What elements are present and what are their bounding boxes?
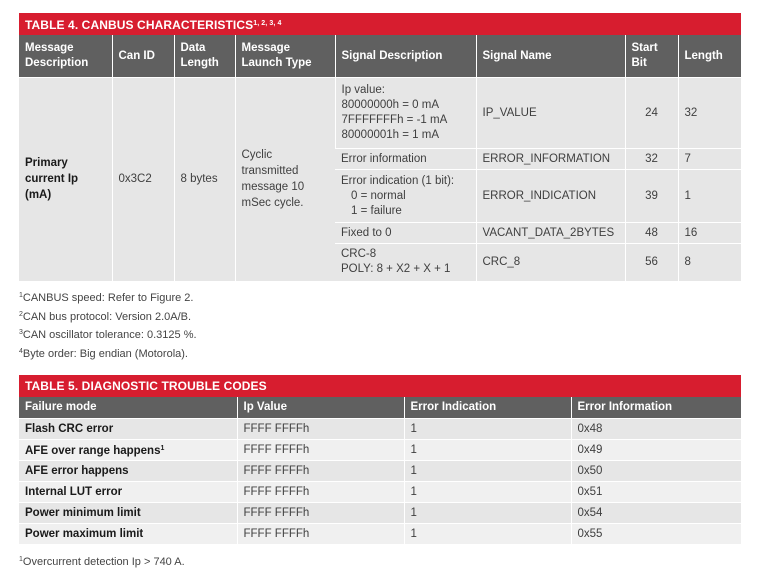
table4-header: Message Description <box>19 35 112 78</box>
launch-type-cell: Cyclic transmitted message 10 mSec cycle. <box>235 78 335 281</box>
start-bit-cell: 39 <box>625 170 678 223</box>
table-row <box>19 461 741 482</box>
error-indication-cell: 1 <box>404 419 571 440</box>
footnote: $^1$Overcurrent detection Ip > 740 A. <box>19 556 185 568</box>
table5-header-row <box>19 397 741 419</box>
failure-mode-cell: Power maximum limit <box>19 524 237 545</box>
ip-value-cell: FFFF FFFFh <box>237 440 404 461</box>
error-indication-cell: 1 <box>404 482 571 503</box>
table4-header: Length <box>678 35 741 78</box>
table4-header: Can ID <box>112 35 174 78</box>
ip-value-cell: FFFF FFFFh <box>237 482 404 503</box>
error-information-cell: 0x54 <box>571 503 741 524</box>
length-cell: 1 <box>678 170 741 223</box>
start-bit-cell: 24 <box>625 78 678 149</box>
message-description-cell: Primary current Ip (mA) <box>19 78 112 281</box>
length-cell: 8 <box>678 244 741 281</box>
error-information-cell: 0x55 <box>571 524 741 545</box>
error-indication-cell: 1 <box>404 524 571 545</box>
table4 <box>19 35 741 281</box>
table5-header: Failure mode <box>19 397 237 419</box>
table4-header: Signal Name <box>476 35 625 78</box>
table-row <box>19 524 741 545</box>
start-bit-cell: 48 <box>625 223 678 244</box>
table5-footnote <box>19 552 185 571</box>
table4-header-row <box>19 35 741 78</box>
table-row <box>19 78 741 149</box>
failure-mode-cell: Internal LUT error <box>19 482 237 503</box>
signal-description-cell <box>335 149 476 170</box>
start-bit-cell: 56 <box>625 244 678 281</box>
signal-name-cell: ERROR_INDICATION <box>476 170 625 223</box>
failure-mode-cell: AFE error happens <box>19 461 237 482</box>
table5-block <box>19 375 741 544</box>
can-id-cell: 0x3C2 <box>112 78 174 281</box>
table5-header: Ip Value <box>237 397 404 419</box>
signal-line: POLY: 8 + X2 + X + 1 <box>341 263 451 276</box>
failure-mode-cell: Flash CRC error <box>19 419 237 440</box>
signal-line: Fixed to 0 <box>341 226 392 239</box>
signal-description-cell <box>335 170 476 223</box>
ip-value-cell: FFFF FFFFh <box>237 461 404 482</box>
signal-line: Error indication (1 bit): <box>341 174 455 187</box>
table5 <box>19 397 741 544</box>
signal-line: Ip value: <box>341 84 385 96</box>
signal-name-cell: CRC_8 <box>476 244 625 281</box>
table4-header: Message Launch Type <box>235 35 335 78</box>
signal-name-cell: VACANT_DATA_2BYTES <box>476 223 625 244</box>
signal-name-cell: IP_VALUE <box>476 78 625 149</box>
footnote: $^1$CANBUS speed: Refer to Figure 2. <box>19 292 194 304</box>
table4-title: TABLE 4. CANBUS CHARACTERISTICS$^{1, 2, 3, 4}$ <box>19 13 741 35</box>
signal-line: 1 = failure <box>351 204 402 217</box>
error-indication-cell: 1 <box>404 503 571 524</box>
error-information-cell: 0x51 <box>571 482 741 503</box>
table4-header: Signal Description <box>335 35 476 78</box>
table5-header: Error Indication <box>404 397 571 419</box>
data-length-cell: 8 bytes <box>174 78 235 281</box>
table-row <box>19 440 741 461</box>
signal-line: Error information <box>341 152 427 165</box>
table5-header: Error Information <box>571 397 741 419</box>
error-information-cell: 0x49 <box>571 440 741 461</box>
length-cell: 32 <box>678 78 741 149</box>
error-indication-cell: 1 <box>404 461 571 482</box>
signal-description-cell <box>335 78 476 149</box>
signal-line: 0 = normal <box>351 189 406 202</box>
signal-line: 7FFFFFFFh = -1 mA <box>341 114 448 126</box>
length-cell: 7 <box>678 149 741 170</box>
table-row <box>19 482 741 503</box>
length-cell: 16 <box>678 223 741 244</box>
ip-value-cell: FFFF FFFFh <box>237 419 404 440</box>
table4-header: Data Length <box>174 35 235 78</box>
signal-description-cell <box>335 223 476 244</box>
ip-value-cell: FFFF FFFFh <box>237 524 404 545</box>
signal-name-cell: ERROR_INFORMATION <box>476 149 625 170</box>
start-bit-cell: 32 <box>625 149 678 170</box>
footnote: $^2$CAN bus protocol: Version 2.0A/B. <box>19 310 192 323</box>
table4-footnotes <box>19 288 197 362</box>
ip-value-cell: FFFF FFFFh <box>237 503 404 524</box>
error-indication-cell: 1 <box>404 440 571 461</box>
signal-line: 80000001h = 1 mA <box>341 129 440 141</box>
table-row <box>19 419 741 440</box>
table4-block <box>19 13 741 281</box>
table-row <box>19 503 741 524</box>
error-information-cell: 0x48 <box>571 419 741 440</box>
failure-mode-cell: Power minimum limit <box>19 503 237 524</box>
signal-description-cell <box>335 244 476 281</box>
failure-mode-cell: AFE over range happens$^1$ <box>19 440 237 461</box>
footnote: $^4$Byte order: Big endian (Motorola). <box>19 347 188 360</box>
signal-line: 80000000h = 0 mA <box>341 99 440 111</box>
signal-line: CRC-8 <box>341 248 377 261</box>
table4-header: Start Bit <box>625 35 678 78</box>
error-information-cell: 0x50 <box>571 461 741 482</box>
table5-title: TABLE 5. DIAGNOSTIC TROUBLE CODES <box>19 375 741 397</box>
footnote: $^3$CAN oscillator tolerance: 0.3125 %. <box>19 329 197 341</box>
